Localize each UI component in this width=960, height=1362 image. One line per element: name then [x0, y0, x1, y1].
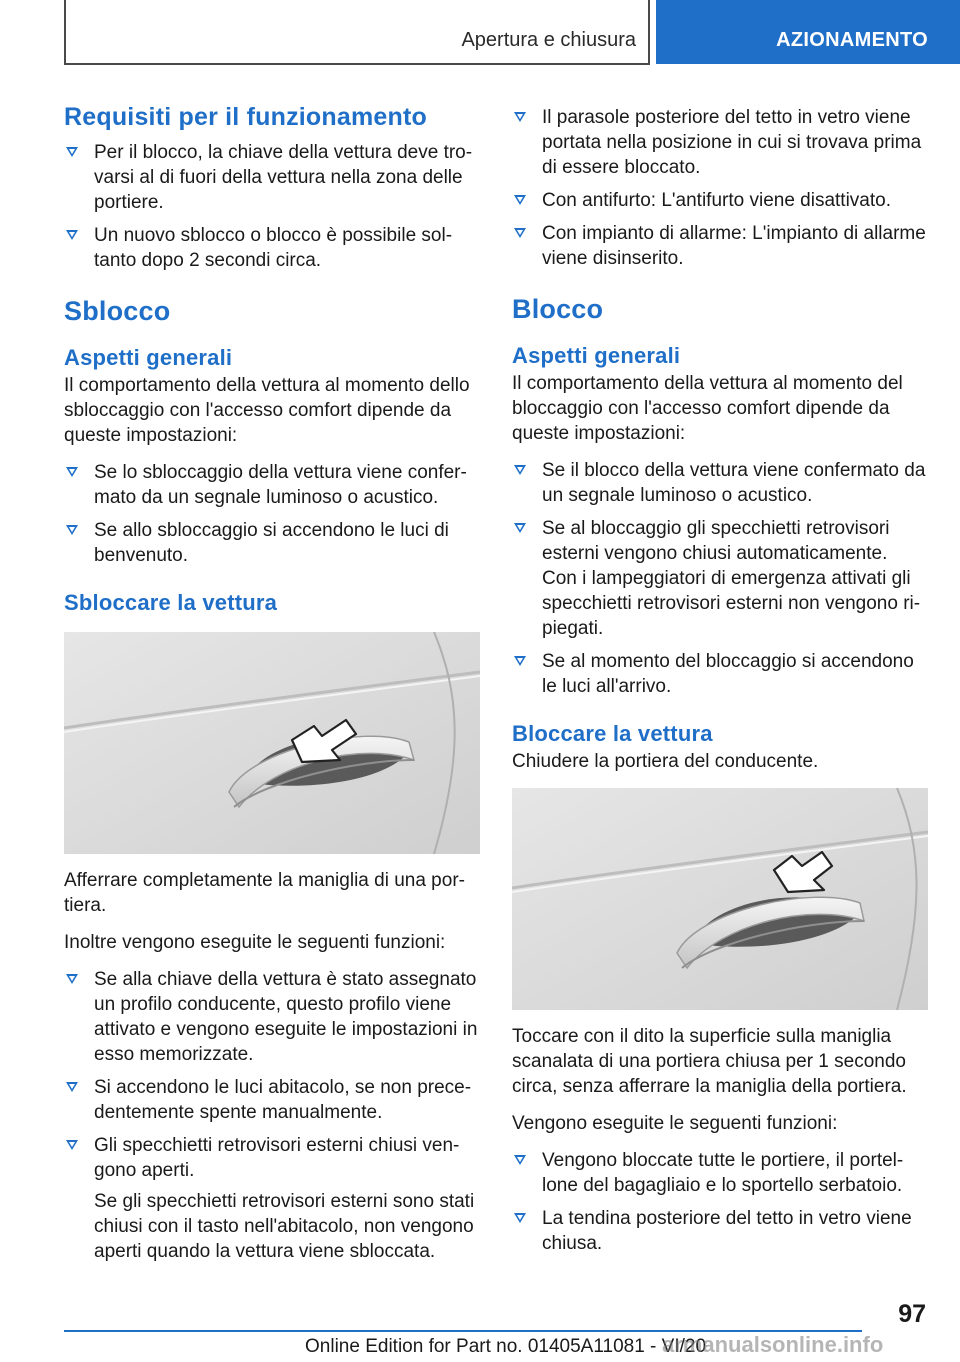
bullet-triangle-icon [514, 523, 526, 533]
list-item: Per il blocco, la chiave della vettura deve trovarsi al di fuori della vettura nella zona delle portiere. [64, 140, 480, 215]
bullet-triangle-icon [514, 228, 526, 238]
list-item: Il parasole posteriore del tetto in vetro viene portata nella posizione in cui si trovava prima di essere bloccato. [512, 105, 928, 180]
header-rule-bottom [64, 63, 650, 65]
aspetti-generali-blocco-text: Il comportamento della vettura al momento del bloccaggio con l'accesso comfort dipende da queste impostazioni: [512, 373, 903, 444]
bullet-triangle-icon [514, 195, 526, 205]
list-item: Se al momento del bloccaggio si accendono le luci all'arrivo. [512, 649, 928, 699]
aspetti-blocco-list [512, 458, 928, 699]
list-item: Se al bloccaggio gli specchietti retrovisori esterni vengono chiusi automaticamente. Con i lampeggiatori di emergenza attivati gli specchietti retrovisori esterni non vengono ripiegati. [512, 516, 928, 641]
bullet-triangle-icon [66, 147, 78, 157]
watermark-text: armanualsonline.info [662, 1332, 884, 1357]
list-item: Si accendono le luci abitacolo, se non precedentemente spente manualmente. [64, 1075, 480, 1125]
funzioni-sub-note: Se gli specchietti retrovisori esterni sono stati chiusi con il tasto nell'abitacolo, non vengono aperti quando la vettura viene sbloccata. [94, 1191, 475, 1262]
edition-note: Online Edition for Part no. 01405A11081 - VI/20 [305, 1336, 707, 1357]
requisiti-heading: Requisiti per il funzionamento [64, 103, 427, 131]
vengono-text: Vengono eseguite le seguenti funzioni: [512, 1113, 838, 1134]
bullet-triangle-icon [514, 656, 526, 666]
inoltre-text: Inoltre vengono eseguite le seguenti funzioni: [64, 932, 446, 953]
left-column [64, 100, 480, 1276]
list-item: La tendina posteriore del tetto in vetro viene chiusa. [512, 1206, 928, 1256]
bullet-triangle-icon [514, 465, 526, 475]
requisiti-list [64, 140, 480, 273]
aspetti-generali-heading: Aspetti generali [64, 345, 233, 370]
afferrare-text: Afferrare completamente la maniglia di una portiera. [64, 870, 465, 916]
funzioni-list [64, 967, 480, 1264]
bullet-triangle-icon [66, 525, 78, 535]
sbloccare-heading: Sbloccare la vettura [64, 590, 278, 615]
bullet-triangle-icon [66, 467, 78, 477]
aspetti-list [64, 460, 480, 568]
bullet-triangle-icon [66, 1140, 78, 1150]
header-chapter-tab[interactable] [656, 0, 960, 64]
header-chapter-label: AZIONAMENTO [776, 29, 928, 51]
bullet-triangle-icon [514, 1155, 526, 1165]
list-item: Un nuovo sblocco o blocco è possibile soltanto dopo 2 secondi circa. [64, 223, 480, 273]
toccare-text: Toccare con il dito la superficie sulla maniglia scanalata di una portiera chiusa per 1 secondo circa, senza afferrare la maniglia della portiera. [512, 1026, 907, 1097]
list-item: Con impianto di allarme: L'impianto di allarme viene disinserito. [512, 221, 928, 271]
door-handle-unlock-illustration [64, 632, 480, 854]
aspetti-generali-blocco-heading: Aspetti generali [512, 343, 681, 368]
bullet-triangle-icon [66, 974, 78, 984]
bullet-triangle-icon [514, 1213, 526, 1223]
door-handle-lock-illustration [512, 788, 928, 1010]
chiudere-text: Chiudere la portiera del conducente. [512, 751, 819, 772]
bullet-triangle-icon [514, 112, 526, 122]
header-rule-left [64, 0, 66, 64]
sblocco-heading: Sblocco [64, 296, 171, 326]
bloccare-heading: Bloccare la vettura [512, 721, 713, 746]
header-rule-right [648, 0, 650, 64]
bullet-triangle-icon [66, 230, 78, 240]
aspetti-generali-text: Il comportamento della vettura al momento dello sbloccaggio con l'accesso comfort dipende da queste impostazioni: [64, 375, 470, 446]
list-item: Se il blocco della vettura viene confermato da un segnale luminoso o acustico. [512, 458, 928, 508]
list-item: Se lo sbloccaggio della vettura viene confermato da un segnale luminoso o acustico. [64, 460, 480, 510]
page-number: 97 [898, 1300, 926, 1328]
list-item: Con antifurto: L'antifurto viene disattivato. [512, 188, 928, 213]
right-column [512, 105, 928, 1268]
header-section-title: Apertura e chiusura [461, 29, 636, 51]
funzioni-blocco-list [512, 1148, 928, 1256]
sblocco-continued-list [512, 105, 928, 271]
blocco-heading: Blocco [512, 294, 604, 324]
aspetti-sub-note: Con i lampeggiatori di emergenza attivati gli specchietti retrovisori esterni non vengono ripiegati. [542, 568, 921, 639]
bullet-triangle-icon [66, 1082, 78, 1092]
list-item: Vengono bloccate tutte le portiere, il portellone del bagagliaio e lo sportello serbatoio. [512, 1148, 928, 1198]
list-item: Gli specchietti retrovisori esterni chiusi vengono aperti. Se gli specchietti retrovisori esterni sono stati chiusi con il tasto nell'abitacolo, non vengono aperti quando la vettura viene sbloccata. [64, 1133, 480, 1264]
list-item: Se allo sbloccaggio si accendono le luci di benvenuto. [64, 518, 480, 568]
list-item: Se alla chiave della vettura è stato assegnato un profilo conducente, questo profilo viene attivato e vengono eseguite le impostazioni in esso memorizzate. [64, 967, 480, 1067]
